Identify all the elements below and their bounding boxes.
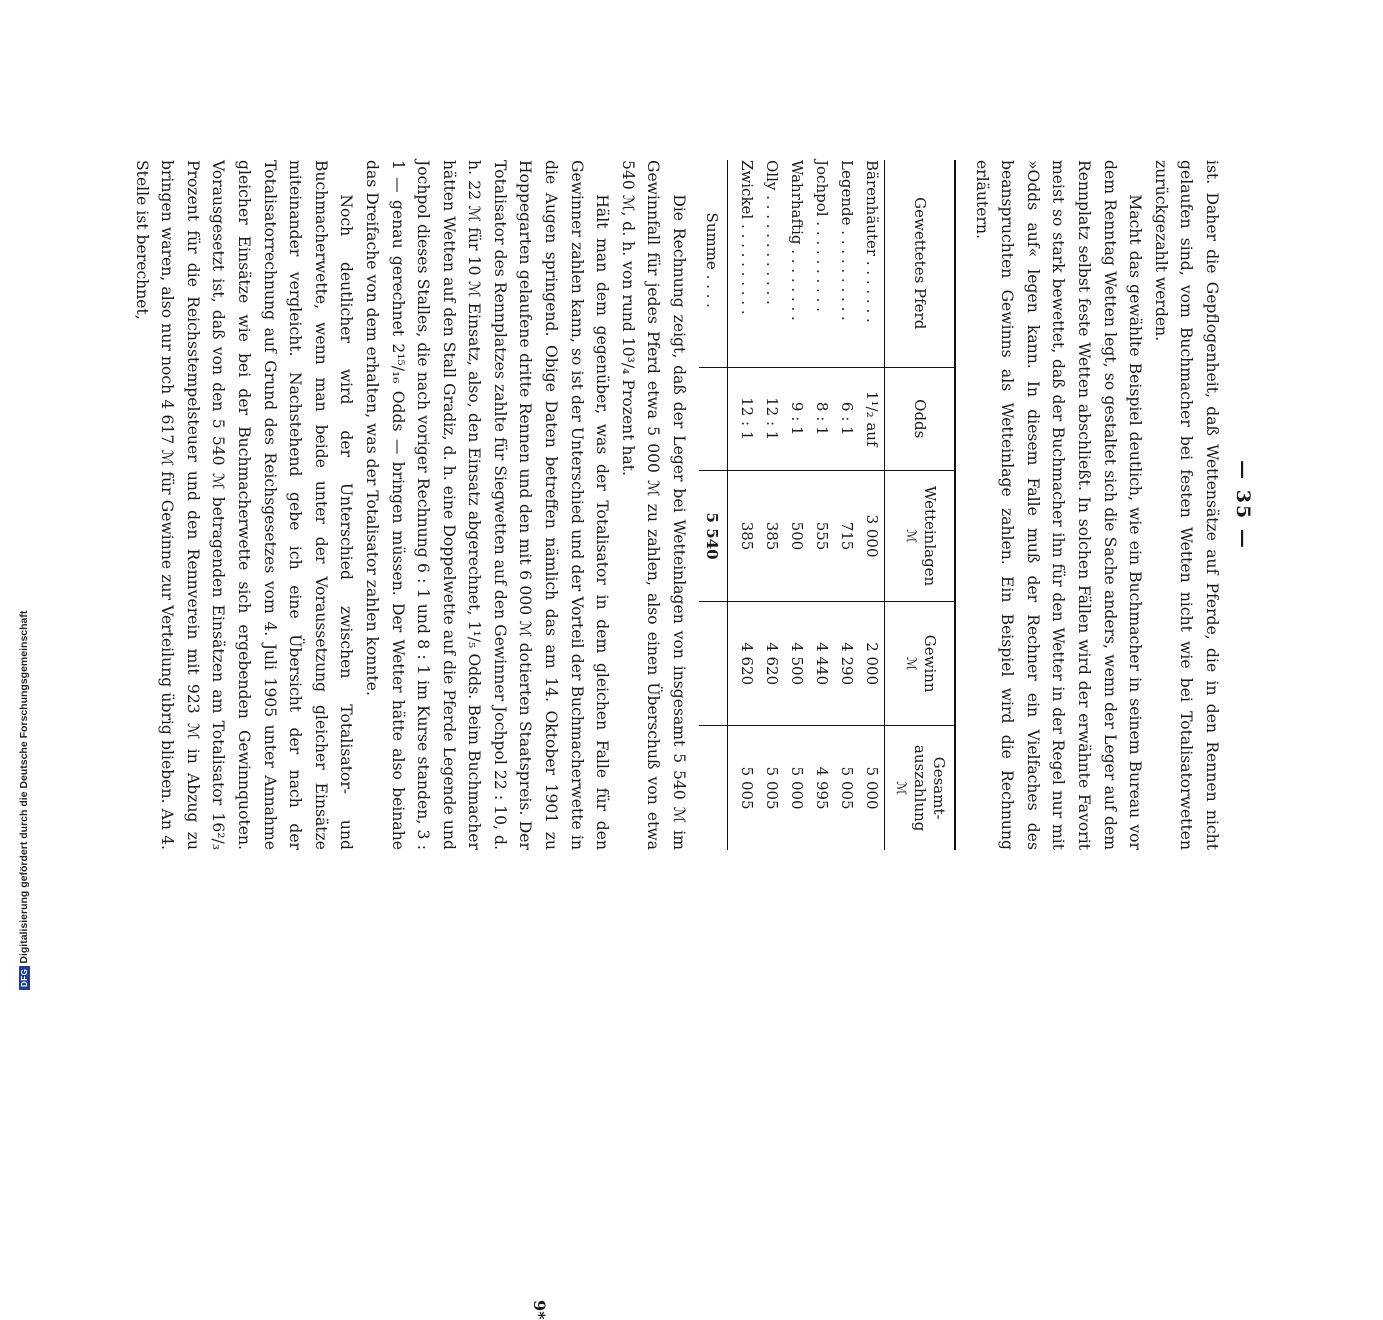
header-payout: Gesamt-auszahlung ℳ <box>885 726 956 850</box>
sum-value: 5 540 <box>699 471 728 602</box>
scanned-page <box>118 160 1258 1320</box>
table-row: Bärenhäuter . . . . . . . 1¹/₂ auf 3 000 2 000 5 000 <box>859 160 885 850</box>
digitization-notice <box>18 611 30 990</box>
table-row: Wahrhaftig . . . . . . . . 9 : 1 500 4 500 5 000 <box>784 160 809 850</box>
paragraph-2: Macht das gewählte Beispiel deutlich, wie ein Buchmacher in seinem Bureau vor dem Renntag Wetten legt, so gestaltet sich die Sache anders, wenn der Leger auf dem Rennplatz selbst feste Wetten abschließt. In solchen Fällen wird der erwähnte Favorit meist so stark bewettet, daß der Buchmacher ihn für den Wetter in der Regel nur mit »Odds auf« legen kann. In diesem Falle muß der Rechner ein Vielfaches des beanspruchten Gewinns als Wetteinlage zahlen. Ein Beispiel wird die Rechnung erläutern. <box>972 160 1145 850</box>
dfg-logo-icon: DFG <box>19 966 30 990</box>
page-number: — 35 — <box>1232 460 1254 550</box>
unit-stake: ℳ <box>902 529 918 543</box>
betting-table <box>699 160 956 850</box>
header-stake: Wetteinlagen ℳ <box>885 471 956 602</box>
unit-payout: ℳ <box>893 781 909 796</box>
header-win: Gewinn ℳ <box>885 602 956 726</box>
table-header-row <box>885 160 956 850</box>
digitization-sidebar <box>0 0 30 1000</box>
header-odds: Odds <box>885 367 956 471</box>
table-row: Jochpol . . . . . . . . . . 8 : 1 555 4 440 4 995 <box>809 160 834 850</box>
header-horse: Gewettetes Pferd <box>885 160 956 367</box>
paragraph-5: Noch deutlicher wird der Unterschied zwischen Totalisator- und Buchmacherwette, wenn man beide unter der Voraussetzung gleicher Einsätze miteinander vergleicht. Nachstehend gebe ich eine Übersicht der nach der Totalisatorrechnung auf Grund des Reichsgesetzes vom 4. Juli 1905 unter Annahme gleicher Einsätze wie bei der Buchmacherwette sich ergebenden Gewinnquoten. Vorausgesetzt ist, daß von den 5 540 ℳ betragenden Einsätzen am Totalisator 16²/₃ Prozent für die Reichsstempelsteuer und den Rennverein mit 923 ℳ in Abzug zu bringen waren, also nur noch 4 617 ℳ für Gewinne zur Verteilung übrig blieben. An 4. Stelle ist berechnet, <box>132 160 356 850</box>
paragraph-3: Die Rechnung zeigt, daß der Leger bei Wetteinlagen von insgesamt 5 540 ℳ im Gewinnfall für jedes Pferd etwa 5 000 ℳ zu zahlen, also einen Überschuß von etwa 540 ℳ, d. h. von rund 10³/₄ Prozent hat. <box>618 160 689 850</box>
sum-label: Summe . . . . <box>699 160 728 367</box>
digitization-credit: Digitalisierung gefördert durch die Deutsche Forschungsgemeinschaft <box>18 610 30 964</box>
unit-win: ℳ <box>902 656 918 671</box>
table-row: Zwickel . . . . . . . . . . 12 : 1 385 4 620 5 005 <box>728 160 760 850</box>
table-row: Olly . . . . . . . . . . . . 12 : 1 385 4 620 5 005 <box>759 160 784 850</box>
paragraph-1: ist. Daher die Gepflogenheit, daß Wettensätze auf Pferde, die in den Rennen nicht gelaufen sind, vom Buchmacher bei festen Wetten nicht wie bei Totalisatorwetten zurückgezahlt werden. <box>1151 160 1221 850</box>
signature-mark: 9* <box>530 1300 549 1320</box>
table-row: Legende . . . . . . . . . . 6 : 1 715 4 290 5 005 <box>834 160 859 850</box>
paragraph-4: Hält man dem gegenüber, was der Totalisator in dem gleichen Falle für den Gewinner zahlen kann, so ist der Unterschied und der Vorteil der Buchmacherwette in die Augen springend. Obige Daten betreffen nämlich das am 14. Oktober 1901 zu Hoppegarten gelaufene dritte Rennen und den mit 6 000 ℳ dotierten Staatspreis. Der Totalisator des Rennplatzes zahlte für Siegwetten auf den Gewinner Jochpol 22 : 10, d. h. 22 ℳ für 10 ℳ Einsatz, also, den Einsatz abgerechnet, 1¹/₅ Odds. Beim Buchmacher hätten Wetten auf den Stall Gradiz, d. h. eine Doppelwette auf die Pferde Legende und Jochpol dieses Stalles, die nach voriger Rechnung 6 : 1 und 8 : 1 im Kurse standen, 3 : 1 — genau gerechnet 2¹⁵/₁₆ Odds — bringen müssen. Der Wetter hätte also beinahe das Dreifache von dem erhalten, was der Totalisator zahlen konnte. <box>362 160 612 850</box>
table-sum-row <box>699 160 728 850</box>
